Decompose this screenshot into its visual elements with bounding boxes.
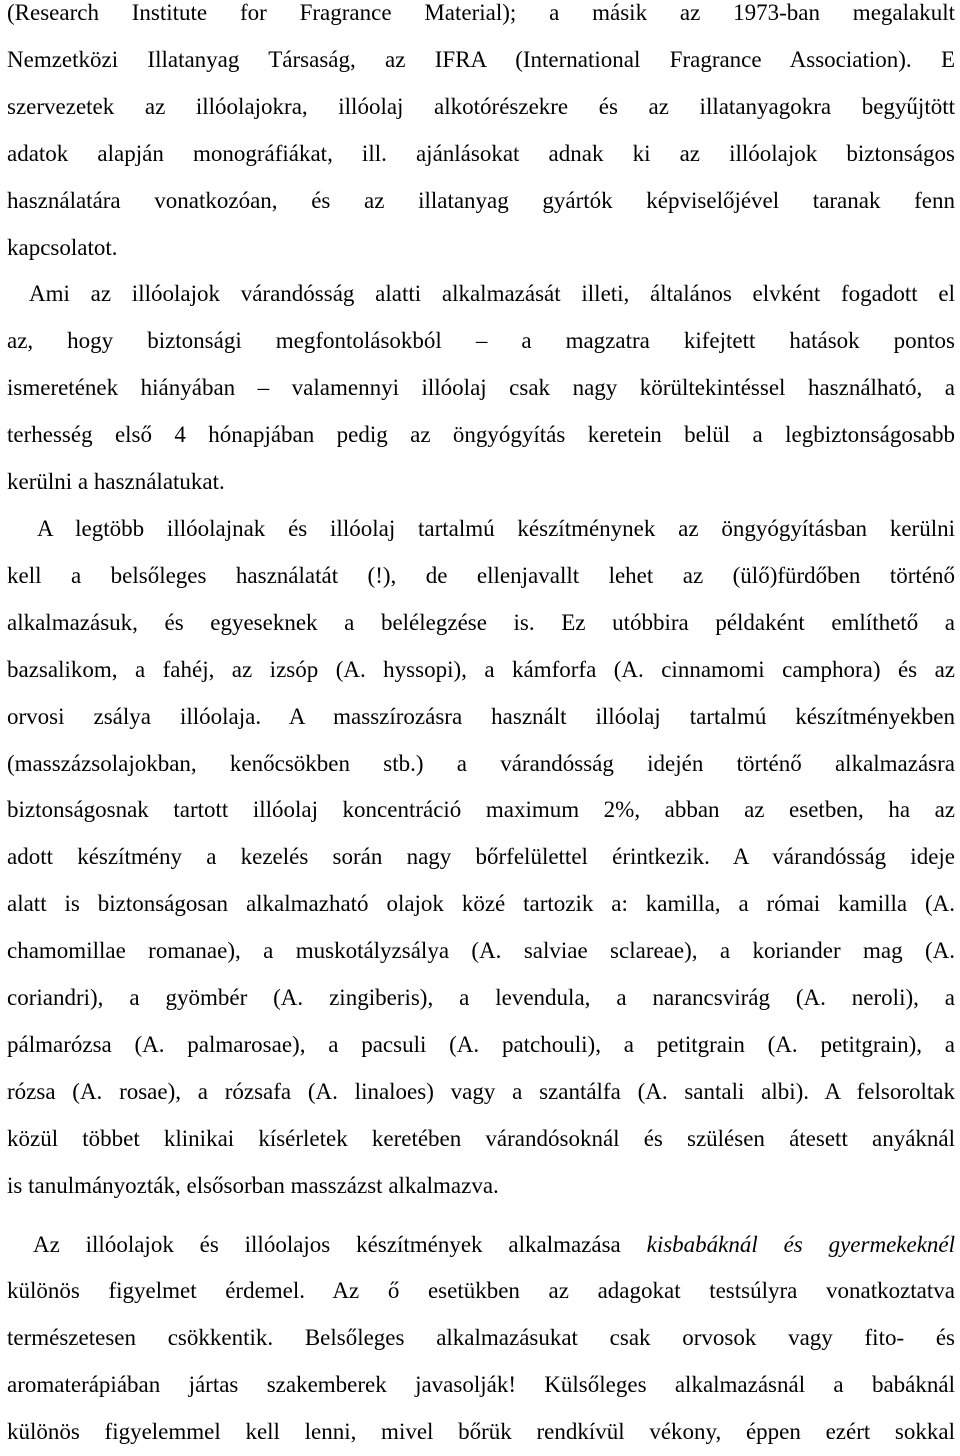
document-page bbox=[7, 0, 955, 1456]
text-line: ismeretének hiányában – valamennyi illóolaj csak nagy körültekintéssel használható, a bbox=[7, 375, 955, 401]
text-line: adatok alapján monográfiákat, ill. ajánlásokat adnak ki az illóolajok biztonságos bbox=[7, 140, 955, 166]
text-line: bazsalikom, a fahéj, az izsóp (A. hyssopi), a kámforfa (A. cinnamomi camphora) és az bbox=[7, 656, 955, 682]
text-line: biztonságosnak tartott illóolaj koncentráció maximum 2%, abban az esetben, ha az bbox=[7, 797, 955, 823]
text-line: (masszázsolajokban, kenőcsökben stb.) a várandósság idején történő alkalmazásra bbox=[7, 750, 955, 776]
text-line: Nemzetközi Illatanyag Társaság, az IFRA (International Fragrance Association). E bbox=[7, 46, 955, 72]
text-line bbox=[7, 1222, 955, 1269]
text-line: az, hogy biztonsági megfontolásokból – a magzatra kifejtett hatások pontos bbox=[7, 328, 955, 354]
paragraph-pregnancy-general bbox=[7, 271, 955, 506]
text-line: kell a belsőleges használatát (!), de ellenjavallt lehet az (ülő)fürdőben történő bbox=[7, 562, 955, 588]
text-line: terhesség első 4 hónapjában pedig az öngyógyítás keretein belül a legbiztonságosabb bbox=[7, 422, 955, 448]
text-line: A legtöbb illóolajnak és illóolaj tartalmú készítménynek az öngyógyításban kerülni bbox=[37, 515, 955, 541]
text-line: chamomillae romanae), a muskotályzsálya (A. salviae sclareae), a koriander mag (A. bbox=[7, 938, 955, 964]
text-line: pálmarózsa (A. palmarosae), a pacsuli (A. patchouli), a petitgrain (A. petitgrain), a bbox=[7, 1031, 955, 1057]
text-line: kerülni a használatukat. bbox=[7, 469, 225, 495]
text-line: alatt is biztonságosan alkalmazható olajok közé tartozik a: kamilla, a római kamilla (A. bbox=[7, 891, 955, 917]
text-line: különös figyelemmel kell lenni, mivel bőrük rendkívül vékony, éppen ezért sokkal bbox=[7, 1419, 955, 1445]
emphasis-text: kisbabáknál és gyermekeknél bbox=[646, 1231, 956, 1257]
text-line: is tanulmányozták, elsősorban masszázst alkalmazva. bbox=[7, 1172, 499, 1198]
text-line: (Research Institute for Fragrance Material); a másik az 1973-ban megalakult bbox=[7, 0, 955, 25]
text-line: Ami az illóolajok várandósság alatti alkalmazását illeti, általános elvként fogadott el bbox=[29, 281, 955, 307]
text-line: alkalmazásuk, és egyeseknek a belélegzése is. Ez utóbbira példaként említhető a bbox=[7, 609, 955, 635]
paragraph-continuation bbox=[7, 0, 955, 271]
text-line: kapcsolatot. bbox=[7, 234, 118, 260]
text-line: használatára vonatkozóan, és az illatanyag gyártók képviselőjével taranak fenn bbox=[7, 187, 955, 213]
text-segment: Az illóolajok és illóolajos készítmények alkalmazása bbox=[33, 1231, 647, 1257]
text-line: orvosi zsálya illóolaja. A masszírozásra használt illóolaj tartalmú készítményekben bbox=[7, 703, 955, 729]
text-line: coriandri), a gyömbér (A. zingiberis), a levendula, a narancsvirág (A. neroli), a bbox=[7, 985, 955, 1011]
text-line: aromaterápiában jártas szakemberek javasolják! Külsőleges alkalmazásnál a babáknál bbox=[7, 1372, 955, 1398]
text-line: közül többet klinikai kísérletek keretében várandósoknál és szülésen átesett anyáknál bbox=[7, 1125, 955, 1151]
text-line: szervezetek az illóolajokra, illóolaj alkotórészekre és az illatanyagokra begyűjtött bbox=[7, 93, 955, 119]
text-line: természetesen csökkentik. Belsőleges alkalmazásukat csak orvosok vagy fito- és bbox=[7, 1325, 955, 1351]
text-line: adott készítmény a kezelés során nagy bőrfelülettel érintkezik. A várandósság ideje bbox=[7, 844, 955, 870]
paragraph-internal-use bbox=[7, 506, 955, 1210]
paragraph-children bbox=[7, 1222, 955, 1456]
text-line: különös figyelmet érdemel. Az ő esetükben az adagokat testsúlyra vonatkoztatva bbox=[7, 1278, 955, 1304]
text-line: rózsa (A. rosae), a rózsafa (A. linaloes) vagy a szantálfa (A. santali albi). A felsoroltak bbox=[7, 1078, 955, 1104]
